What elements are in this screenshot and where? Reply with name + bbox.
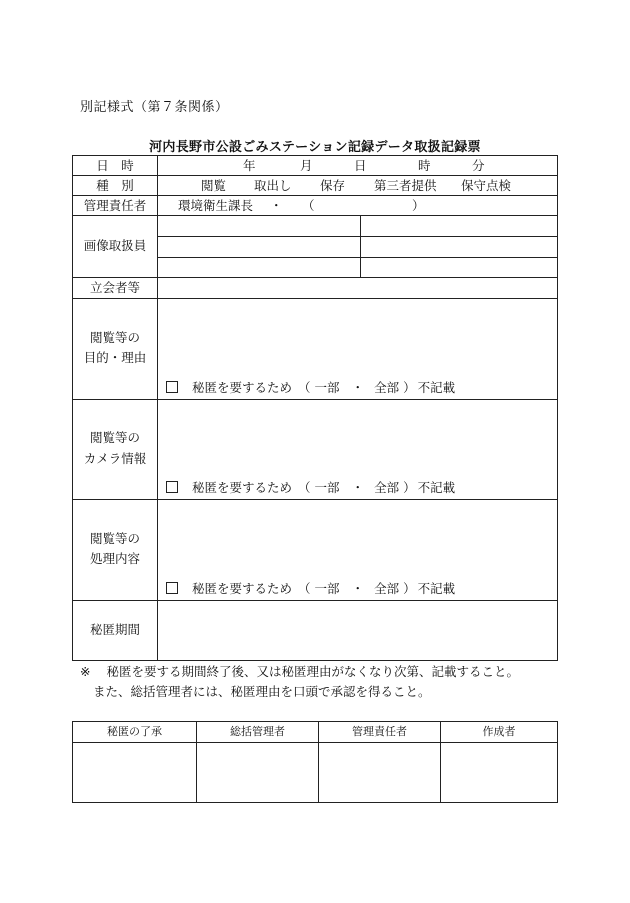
type-option-view: 閲覧 — [201, 178, 227, 193]
table-border-left — [72, 155, 73, 660]
signoff-header-author: 作成者 — [482, 725, 516, 738]
type-option-extract: 取出し — [254, 178, 292, 193]
table-border-bottom — [72, 660, 558, 661]
signoff-header-secret-approval: 秘匿の了承 — [107, 725, 162, 738]
handler-column-divider — [360, 215, 361, 277]
secret-dot: ・ — [351, 581, 365, 596]
type-option-maintenance: 保守点検 — [461, 178, 512, 193]
form-reference: 別記様式（第７条関係） — [80, 100, 229, 115]
secret-part: 一部 — [314, 480, 340, 495]
secret-part: 一部 — [314, 581, 340, 596]
year-label: 年 — [243, 158, 256, 173]
secret-text: 秘匿を要するため — [192, 581, 293, 596]
note-mark: ※ — [80, 664, 91, 679]
table-border-right — [557, 155, 558, 660]
handler-row-divider — [157, 257, 558, 258]
camera-label-line2: カメラ情報 — [83, 451, 147, 466]
manager-paren-open: （ — [302, 198, 315, 213]
hour-label: 時 — [418, 158, 431, 173]
day-label: 日 — [354, 158, 367, 173]
signoff-cell-manager[interactable] — [319, 743, 440, 802]
signoff-border-right — [557, 721, 558, 802]
row-divider — [72, 298, 558, 299]
signoff-header-manager: 管理責任者 — [352, 725, 407, 738]
row-divider — [72, 600, 558, 601]
camera-secret-checkbox[interactable] — [166, 481, 178, 493]
note-line-2: また、総括管理者には、秘匿理由を口頭で承認を得ること。 — [93, 684, 431, 699]
secret-suffix: 不記載 — [417, 581, 456, 596]
note-line-1 — [80, 663, 519, 681]
manager-separator: ・ — [270, 198, 283, 213]
purpose-label-line2: 目的・理由 — [83, 350, 147, 365]
camera-label-line1: 閲覧等の — [89, 430, 140, 445]
witness-label: 立会者等 — [89, 280, 140, 295]
secret-text: 秘匿を要するため — [192, 480, 293, 495]
type-label: 種 別 — [96, 178, 134, 193]
paren-close: ） — [403, 380, 416, 395]
document-title: 河内長野市公設ごみステーション記録データ取扱記録票 — [149, 140, 481, 155]
minute-label: 分 — [472, 158, 485, 173]
paren-open: （ — [298, 480, 311, 495]
handler-label: 画像取扱員 — [83, 238, 147, 253]
type-option-third-party: 第三者提供 — [374, 178, 437, 193]
camera-secret-clause — [166, 479, 455, 497]
secret-all: 全部 — [374, 581, 400, 596]
secret-dot: ・ — [351, 480, 365, 495]
secret-suffix: 不記載 — [417, 480, 456, 495]
secret-all: 全部 — [374, 480, 400, 495]
label-column-divider — [157, 155, 158, 660]
paren-open: （ — [298, 581, 311, 596]
signoff-header-general-manager: 総括管理者 — [230, 725, 285, 738]
signoff-border-top — [72, 721, 558, 722]
secret-all: 全部 — [374, 380, 400, 395]
secret-text: 秘匿を要するため — [192, 380, 293, 395]
secret-suffix: 不記載 — [417, 380, 456, 395]
paren-close: ） — [403, 480, 416, 495]
processing-secret-checkbox[interactable] — [166, 582, 178, 594]
note-text-1: 秘匿を要する期間終了後、又は秘匿理由がなくなり次第、記載すること。 — [106, 664, 519, 679]
row-divider — [72, 499, 558, 500]
manager-label: 管理責任者 — [83, 198, 147, 213]
signoff-cell-author[interactable] — [441, 743, 557, 802]
paren-close: ） — [403, 581, 416, 596]
processing-label-line1: 閲覧等の — [89, 531, 140, 546]
manager-dept: 環境衛生課長 — [178, 198, 254, 213]
month-label: 月 — [300, 158, 313, 173]
signoff-cell-general-manager[interactable] — [197, 743, 318, 802]
signoff-border-bottom — [72, 802, 558, 803]
purpose-secret-checkbox[interactable] — [166, 381, 178, 393]
signoff-cell-secret-approval[interactable] — [73, 743, 196, 802]
handler-row-divider — [157, 236, 558, 237]
type-option-save: 保存 — [320, 178, 346, 193]
datetime-label: 日 時 — [96, 158, 134, 173]
manager-paren-close: ） — [412, 198, 425, 213]
processing-label-line2: 処理内容 — [89, 551, 140, 566]
purpose-label-line1: 閲覧等の — [89, 330, 140, 345]
purpose-secret-clause — [166, 379, 455, 397]
secret-part: 一部 — [314, 380, 340, 395]
row-divider — [72, 399, 558, 400]
paren-open: （ — [298, 380, 311, 395]
secret-dot: ・ — [351, 380, 365, 395]
secret-period-label: 秘匿期間 — [89, 622, 140, 637]
processing-secret-clause — [166, 580, 455, 598]
